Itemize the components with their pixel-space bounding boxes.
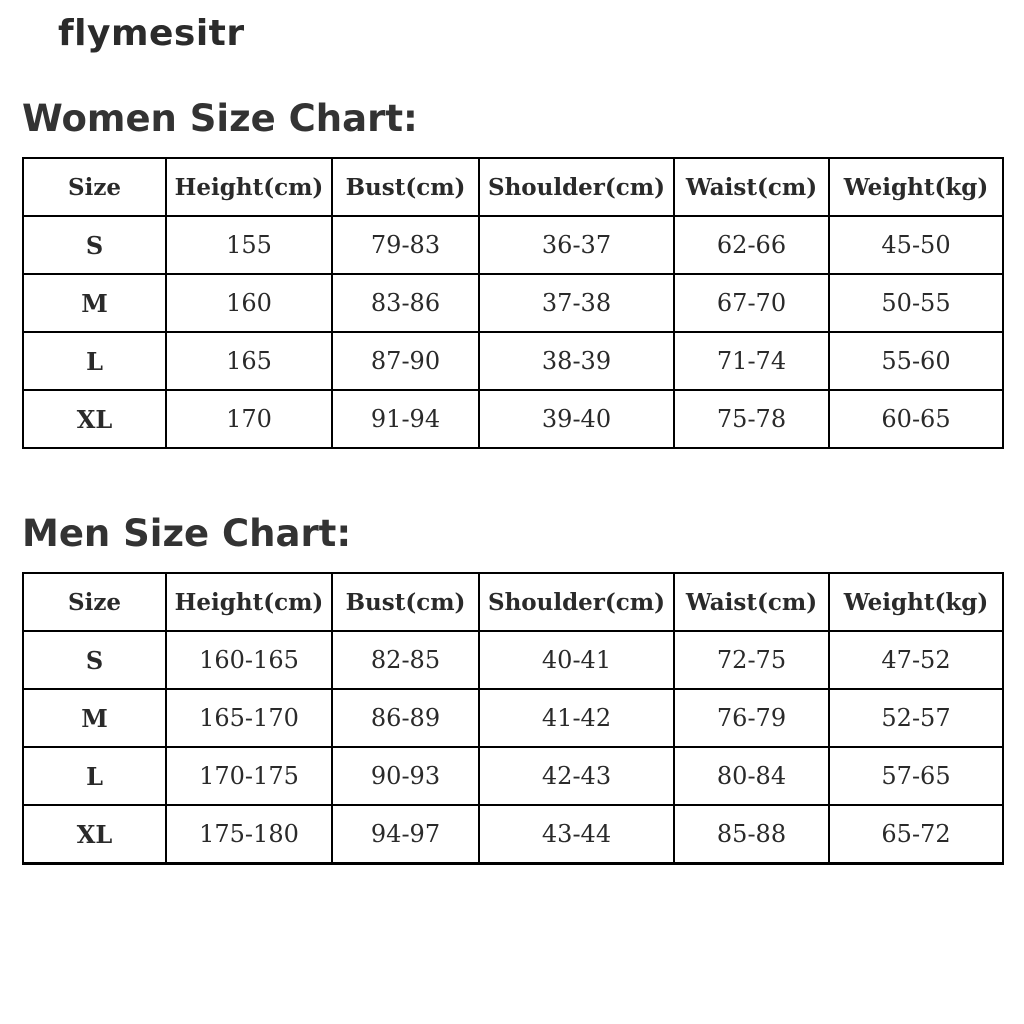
column-header-shoulder: Shoulder(cm) <box>479 158 674 216</box>
height-cell: 170 <box>166 390 332 448</box>
weight-cell: 50-55 <box>829 274 1003 332</box>
waist-cell: 75-78 <box>674 390 829 448</box>
table-row <box>23 216 1003 274</box>
size-cell: XL <box>23 805 166 864</box>
shoulder-cell: 43-44 <box>479 805 674 864</box>
table-header-row <box>23 158 1003 216</box>
women-size-table <box>22 157 1004 449</box>
shoulder-cell: 37-38 <box>479 274 674 332</box>
table-row <box>23 631 1003 689</box>
height-cell: 160-165 <box>166 631 332 689</box>
column-header-waist: Waist(cm) <box>674 158 829 216</box>
waist-cell: 62-66 <box>674 216 829 274</box>
weight-cell: 60-65 <box>829 390 1003 448</box>
size-cell: XL <box>23 390 166 448</box>
bust-cell: 83-86 <box>332 274 479 332</box>
table-row <box>23 747 1003 805</box>
table-row <box>23 274 1003 332</box>
women-size-chart-heading: Women Size Chart: <box>22 97 418 140</box>
size-cell: S <box>23 631 166 689</box>
size-cell: L <box>23 747 166 805</box>
column-header-bust: Bust(cm) <box>332 573 479 631</box>
brand-logo-text: flymesitr <box>58 13 245 54</box>
column-header-shoulder: Shoulder(cm) <box>479 573 674 631</box>
height-cell: 165 <box>166 332 332 390</box>
height-cell: 175-180 <box>166 805 332 864</box>
column-header-weight: Weight(kg) <box>829 158 1003 216</box>
waist-cell: 76-79 <box>674 689 829 747</box>
waist-cell: 72-75 <box>674 631 829 689</box>
bust-cell: 94-97 <box>332 805 479 864</box>
table-row <box>23 689 1003 747</box>
table-row <box>23 390 1003 448</box>
waist-cell: 85-88 <box>674 805 829 864</box>
men-size-table <box>22 572 1004 865</box>
bust-cell: 91-94 <box>332 390 479 448</box>
weight-cell: 55-60 <box>829 332 1003 390</box>
men-size-chart-heading: Men Size Chart: <box>22 512 352 555</box>
height-cell: 165-170 <box>166 689 332 747</box>
table-header-row <box>23 573 1003 631</box>
bust-cell: 86-89 <box>332 689 479 747</box>
weight-cell: 65-72 <box>829 805 1003 864</box>
waist-cell: 71-74 <box>674 332 829 390</box>
shoulder-cell: 40-41 <box>479 631 674 689</box>
column-header-weight: Weight(kg) <box>829 573 1003 631</box>
column-header-size: Size <box>23 158 166 216</box>
waist-cell: 80-84 <box>674 747 829 805</box>
bust-cell: 87-90 <box>332 332 479 390</box>
size-cell: L <box>23 332 166 390</box>
table-row <box>23 332 1003 390</box>
weight-cell: 57-65 <box>829 747 1003 805</box>
bust-cell: 79-83 <box>332 216 479 274</box>
weight-cell: 52-57 <box>829 689 1003 747</box>
waist-cell: 67-70 <box>674 274 829 332</box>
shoulder-cell: 39-40 <box>479 390 674 448</box>
size-cell: M <box>23 274 166 332</box>
height-cell: 160 <box>166 274 332 332</box>
column-header-size: Size <box>23 573 166 631</box>
column-header-waist: Waist(cm) <box>674 573 829 631</box>
shoulder-cell: 41-42 <box>479 689 674 747</box>
weight-cell: 47-52 <box>829 631 1003 689</box>
bust-cell: 90-93 <box>332 747 479 805</box>
size-cell: S <box>23 216 166 274</box>
height-cell: 155 <box>166 216 332 274</box>
column-header-bust: Bust(cm) <box>332 158 479 216</box>
shoulder-cell: 42-43 <box>479 747 674 805</box>
column-header-height: Height(cm) <box>166 158 332 216</box>
table-row <box>23 805 1003 864</box>
column-header-height: Height(cm) <box>166 573 332 631</box>
shoulder-cell: 38-39 <box>479 332 674 390</box>
size-cell: M <box>23 689 166 747</box>
bust-cell: 82-85 <box>332 631 479 689</box>
shoulder-cell: 36-37 <box>479 216 674 274</box>
height-cell: 170-175 <box>166 747 332 805</box>
weight-cell: 45-50 <box>829 216 1003 274</box>
